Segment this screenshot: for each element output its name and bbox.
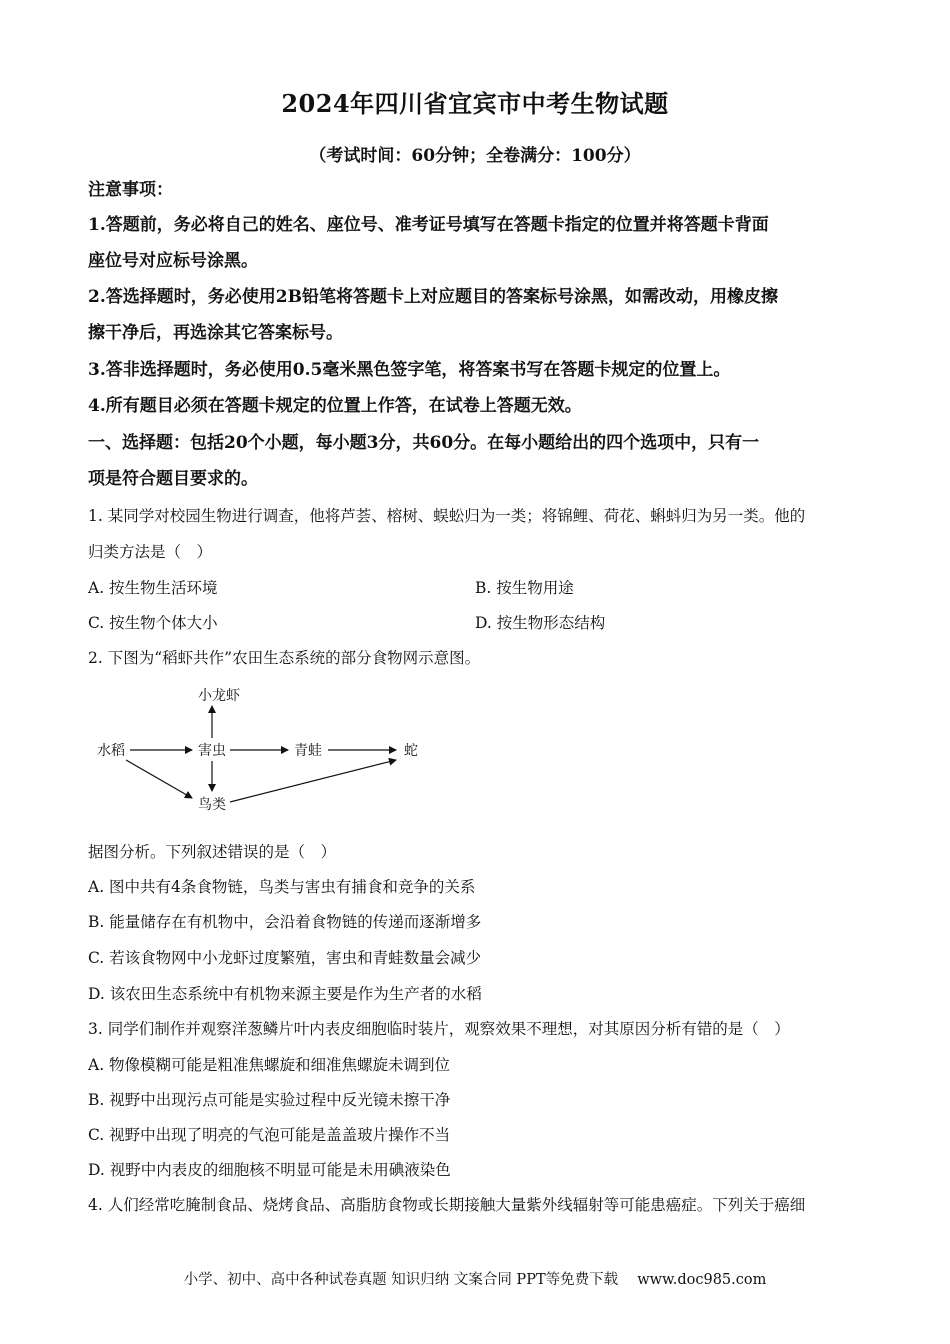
node-pest: 害虫	[198, 743, 226, 759]
notice-line: 2.答选择题时，务必使用2B铅笔将答题卡上对应题目的答案标号涂黑，如需改动，用橡皮擦	[88, 287, 778, 307]
arrow-rice-to-bird	[126, 760, 192, 798]
question-3-option-a: A. 物像模糊可能是粗准焦螺旋和细准焦螺旋未调到位	[88, 1056, 451, 1074]
question-3-option-d: D. 视野中内表皮的细胞核不明显可能是未用碘液染色	[88, 1161, 451, 1179]
question-3-option-b: B. 视野中出现污点可能是实验过程中反光镜未擦干净	[88, 1091, 451, 1109]
question-2-option-d: D. 该农田生态系统中有机物来源主要是作为生产者的水稻	[88, 985, 482, 1003]
node-bird: 鸟类	[198, 797, 226, 813]
notice-line: 3.答非选择题时，务必使用0.5毫米黑色签字笔，将答案书写在答题卡规定的位置上。	[88, 360, 731, 380]
question-2-option-a: A. 图中共有4条食物链，鸟类与害虫有捕食和竞争的关系	[88, 878, 476, 896]
node-frog: 青蛙	[294, 743, 322, 759]
node-crayfish: 小龙虾	[198, 688, 240, 704]
question-1-stem: 1. 某同学对校园生物进行调查，他将芦荟、榕树、蜈蚣归为一类；将锦鲤、荷花、蝌蚪归为另一类。他的	[88, 507, 806, 525]
notice-heading: 注意事项：	[88, 180, 173, 200]
arrow-bird-to-snake	[230, 760, 396, 802]
notice-line: 4.所有题目必须在答题卡规定的位置上作答，在试卷上答题无效。	[88, 396, 582, 416]
question-2-ask: 据图分析。下列叙述错误的是（ ）	[88, 843, 337, 861]
question-2-stem: 2. 下图为“稻虾共作”农田生态系统的部分食物网示意图。	[88, 649, 481, 667]
notice-line: 1.答题前，务必将自己的姓名、座位号、准考证号填写在答题卡指定的位置并将答题卡背面	[88, 215, 769, 235]
question-1-option-c: C. 按生物个体大小	[88, 614, 218, 632]
question-1-option-b: B. 按生物用途	[475, 579, 574, 597]
node-rice: 水稻	[97, 743, 125, 759]
question-3-stem: 3. 同学们制作并观察洋葱鳞片叶内表皮细胞临时装片，观察效果不理想，对其原因分析有错的是（ ）	[88, 1020, 790, 1038]
question-1-option-d: D. 按生物形态结构	[475, 614, 606, 632]
question-1-option-a: A. 按生物生活环境	[88, 579, 218, 597]
question-2-option-b: B. 能量储存在有机物中，会沿着食物链的传递而逐渐增多	[88, 913, 482, 931]
section-heading: 项是符合题目要求的。	[88, 469, 258, 489]
exam-info: （考试时间：60分钟；全卷满分：100分）	[309, 146, 641, 166]
question-4-stem: 4. 人们经常吃腌制食品、烧烤食品、高脂肪食物或长期接触大量紫外线辐射等可能患癌症。下列关于癌细	[88, 1196, 806, 1214]
notice-line: 擦干净后，再选涂其它答案标号。	[88, 323, 343, 343]
question-2-option-c: C. 若该食物网中小龙虾过度繁殖，害虫和青蛙数量会减少	[88, 949, 482, 967]
node-snake: 蛇	[404, 743, 418, 759]
page-title: 2024年四川省宜宾市中考生物试题	[281, 89, 669, 118]
question-1-stem: 归类方法是（ ）	[88, 543, 213, 561]
page-footer: 小学、初中、高中各种试卷真题 知识归纳 文案合同 PPT等免费下载 www.doc985.com	[183, 1272, 767, 1288]
question-3-option-c: C. 视野中出现了明亮的气泡可能是盖盖玻片操作不当	[88, 1126, 451, 1144]
food-web-diagram	[88, 676, 448, 826]
notice-line: 座位号对应标号涂黑。	[88, 251, 258, 271]
section-heading: 一、选择题：包括20个小题，每小题3分，共60分。在每小题给出的四个选项中，只有一	[88, 433, 760, 453]
